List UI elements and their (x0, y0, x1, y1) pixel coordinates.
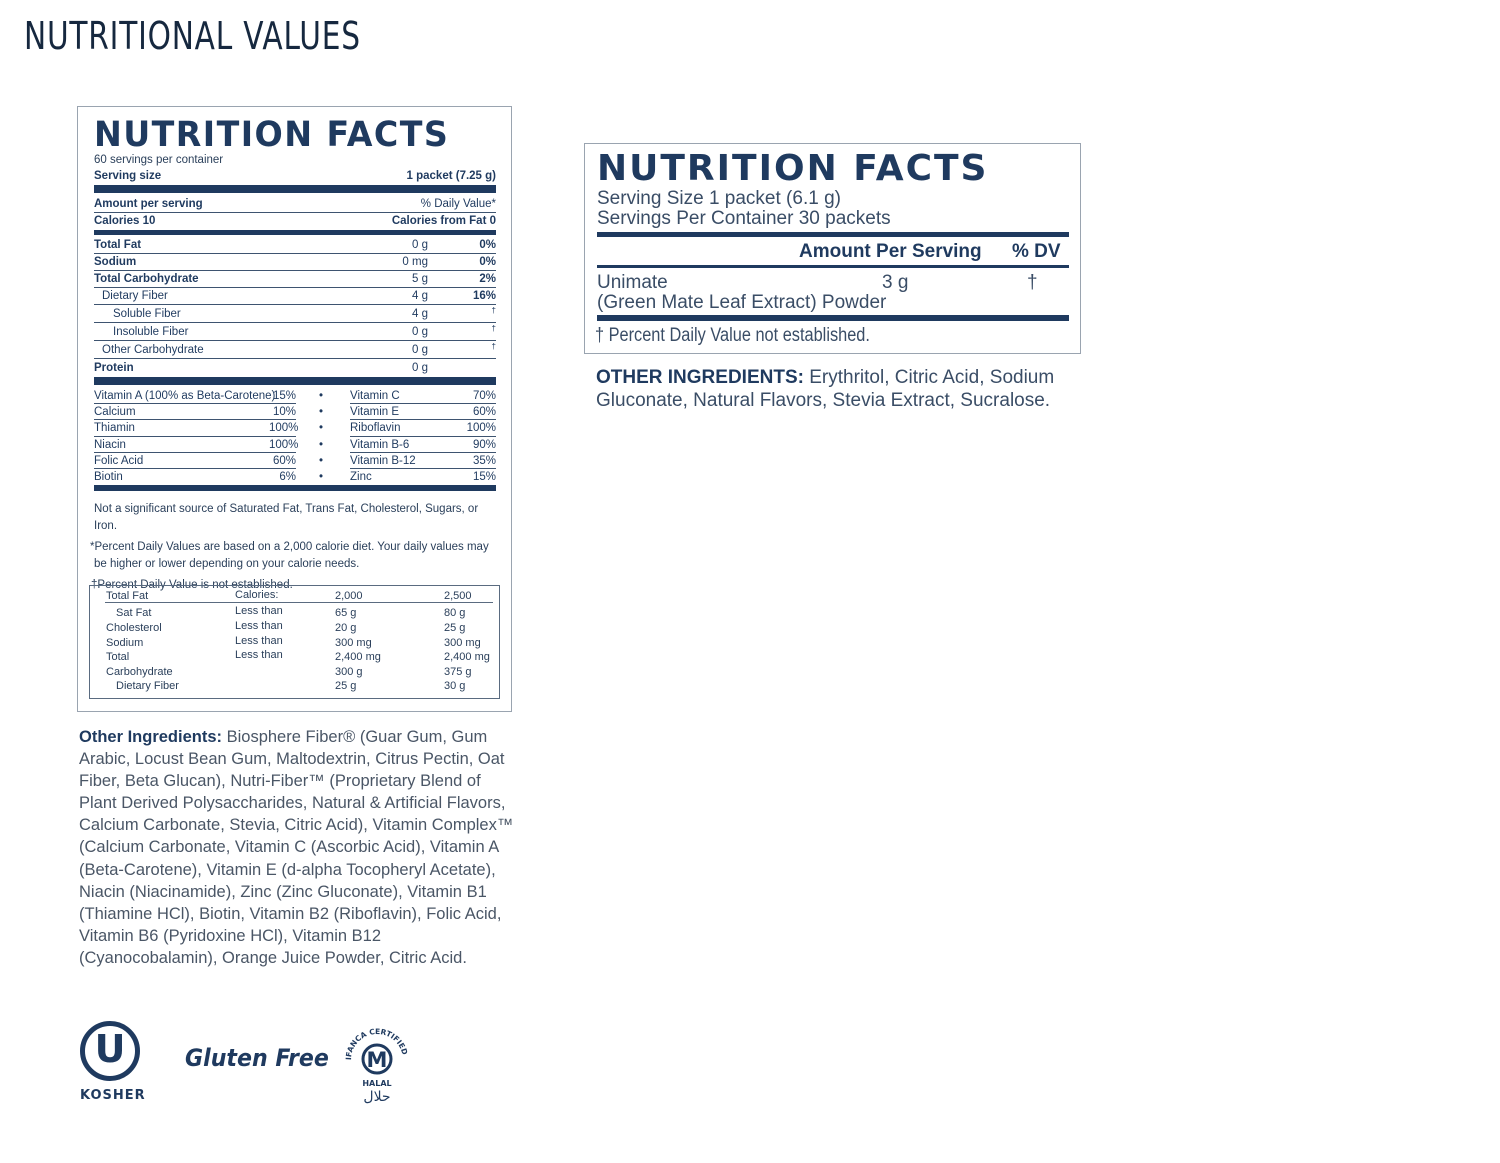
daily-value-reference-table (89, 585, 500, 699)
vitamin-dv: 90% (472, 438, 496, 451)
dv-table-cell: Sat Fat (116, 607, 152, 619)
divider-bar (597, 232, 1069, 237)
nutrient-name: Total Carbohydrate (94, 273, 199, 285)
vitamin-name: Niacin (94, 438, 126, 451)
serving-size: Serving Size 1 packet (6.1 g) (597, 188, 841, 209)
bullet-icon: • (319, 438, 324, 451)
kosher-label: KOSHER (80, 1088, 146, 1103)
dv-table-cell: 2,400 mg (444, 651, 490, 663)
divider-bar (94, 377, 496, 385)
calories-from-fat: Calories from Fat 0 (391, 215, 496, 227)
nutrient-name: Protein (94, 362, 134, 374)
nutrient-dv: 0% (479, 239, 496, 251)
serving-info (94, 153, 496, 235)
vitamin-name: Vitamin C (350, 390, 400, 402)
halal-label: HALAL (362, 1079, 392, 1088)
vitamin-dv: 70% (472, 390, 496, 402)
divider-bar (597, 315, 1069, 321)
footnote-not-significant: Not a significant source of Saturated Fat, Trans Fat, Cholesterol, Sugars, or Iron. (94, 503, 479, 532)
nutrient-row (94, 288, 496, 305)
footnotes (90, 501, 496, 594)
nutrient-amount: 4 g (412, 290, 428, 302)
vitamin-dv: 100% (269, 422, 299, 435)
nutrient-dv: 0% (479, 256, 496, 268)
bullet-icon: • (319, 454, 324, 467)
vitamin-row (94, 453, 496, 469)
vitamin-dv: 10% (272, 406, 296, 419)
servings-per-container: 60 servings per container (94, 154, 224, 166)
nutrient-dv: 2% (479, 273, 496, 285)
nutrient-amount: 4 g (412, 308, 428, 320)
nutrient-name: Dietary Fiber (102, 290, 168, 302)
calories: Calories 10 (94, 215, 156, 227)
dv-table-cell: 25 g (444, 622, 466, 634)
vitamin-name: Thiamin (94, 422, 135, 435)
vitamin-row (94, 437, 496, 453)
other-ingredients-label: OTHER INGREDIENTS: (596, 367, 804, 388)
nutrient-row (94, 359, 496, 377)
serving-size-label: Serving size (94, 170, 162, 182)
vitamin-name: Vitamin A (100% as Beta-Carotene) (94, 390, 276, 402)
calories-row (94, 213, 496, 230)
dv-table-cell: Total (106, 651, 130, 663)
amount-header-row (94, 196, 496, 213)
other-ingredients-text: Biosphere Fiber® (Guar Gum, Gum Arabic, Locust Bean Gum, Maltodextrin, Citrus Pectin, Oat Fiber, Beta Glucan), Nutri-Fiber™ (Proprietary Blend of Plant Derived Polysaccharides, Natural & Artificial Flavors, Calcium Carbonate, Stevia, Citric Acid), Vitamin Complex™ (Calcium Carbonate, Vitamin C (Ascorbic Acid), Vitamin A (Beta-Carotene), Vitamin E (d-alpha Tocopheryl Acetate), Niacin (Niacinamide), Zinc (Zinc Gluconate), Vitamin B1 (Thiamine HCl), Biotin, Vitamin B2 (Riboflavin), Folic Acid, Vitamin B6 (Pyridoxine HCl), Vitamin B12 (Cyanocobalamin), Orange Juice Powder, Citric Acid. (79, 728, 514, 967)
dv-table-cell: Carbohydrate (106, 666, 173, 678)
other-ingredients-right (596, 366, 1096, 412)
halal-seal-icon (345, 1026, 409, 1106)
halal-arabic-label: حلال (363, 1089, 391, 1105)
nutrient-row (94, 237, 496, 254)
dv-table-cell: 2,000 (335, 590, 363, 602)
bullet-icon: • (319, 406, 324, 419)
dv-table-cell: Dietary Fiber (116, 680, 179, 692)
divider-bar (94, 485, 496, 491)
nutrient-name: Insoluble Fiber (113, 326, 189, 338)
nutrient-row (94, 254, 496, 271)
vitamin-name: Vitamin B-6 (350, 438, 410, 451)
bullet-icon: • (319, 422, 324, 435)
other-ingredients-left (79, 726, 519, 969)
dv-table-cell: 80 g (444, 607, 466, 619)
serving-size-row (94, 168, 496, 185)
dv-table-cell: Total Fat (106, 590, 149, 602)
vitamin-name: Vitamin B-12 (350, 454, 416, 467)
nutrient-name: Soluble Fiber (113, 308, 181, 320)
vitamin-dv: 6% (279, 470, 296, 483)
nutrient-amount: 0 mg (402, 256, 428, 268)
nutrient-amount: 0 g (412, 239, 428, 251)
page-title: NUTRITIONAL VALUES (24, 14, 361, 58)
divider-line (597, 265, 1069, 268)
vitamin-name: Calcium (94, 406, 136, 419)
nutrient-name: Other Carbohydrate (102, 344, 204, 356)
dv-table-cell: 2,500 (444, 590, 472, 602)
nutrient-amount: 5 g (412, 273, 428, 285)
dagger-symbol: † (491, 324, 496, 333)
vitamin-name: Vitamin E (350, 406, 400, 419)
bullet-icon: • (319, 470, 324, 483)
dv-table-cell: 300 mg (335, 637, 372, 649)
item-amount: 3 g (882, 272, 909, 293)
dv-table-cell: 375 g (444, 666, 472, 678)
nutrition-facts-title: NUTRITION FACTS (597, 148, 989, 189)
kosher-u-symbol: U (94, 1027, 126, 1071)
vitamin-name: Folic Acid (94, 454, 144, 467)
dv-table-cell: Calories: (235, 589, 279, 601)
nutrient-dv: 16% (472, 290, 496, 302)
vitamin-dv: 15% (472, 470, 496, 483)
nutrient-amount: 0 g (412, 326, 428, 338)
halal-ring-text: FANCA CERTIFIED (345, 1026, 409, 1058)
vitamin-name: Zinc (350, 470, 372, 483)
dagger-symbol: † (491, 306, 496, 315)
amount-per-serving: Amount per serving (94, 198, 203, 210)
dv-table-cell: 65 g (335, 607, 357, 619)
divider-bar (94, 185, 496, 193)
dv-table-cell: 20 g (335, 622, 357, 634)
nutrition-facts-panel-right (584, 143, 1081, 354)
other-ingredients-text: Erythritol, Citric Acid, Sodium Gluconate, Natural Flavors, Stevia Extract, Sucralose. (596, 367, 1055, 411)
dv-table-cell: Cholesterol (106, 622, 162, 634)
nutrient-name: Total Fat (94, 239, 142, 251)
halal-m-symbol: M (366, 1048, 388, 1072)
nutrient-name: Sodium (94, 256, 137, 268)
serving-size-value: 1 packet (7.25 g) (406, 170, 496, 182)
item-name-detail: (Green Mate Leaf Extract) Powder (597, 292, 887, 313)
nutrient-row (94, 341, 496, 359)
vitamin-dv: 60% (272, 454, 296, 467)
dv-table-cell: 25 g (335, 680, 357, 692)
nutrient-amount: 0 g (412, 362, 428, 374)
nutrient-amount: 0 g (412, 344, 428, 356)
amount-per-serving: Amount Per Serving (799, 241, 982, 262)
divider-bar (94, 230, 496, 235)
vitamin-grid (94, 388, 496, 491)
dv-table-cell: Less than (235, 620, 283, 632)
nutrient-row (94, 271, 496, 288)
dv-table-cell: 2,400 mg (335, 651, 381, 663)
dv-table-cell: 30 g (444, 680, 466, 692)
vitamin-dv: 100% (466, 422, 496, 435)
vitamin-dv: 60% (472, 406, 496, 419)
dagger-symbol: † (491, 342, 496, 351)
footnote-daily-values-cont: be higher or lower depending on your calorie needs. (94, 558, 360, 570)
kosher-logo (79, 1020, 146, 1110)
dagger-symbol: † (1027, 272, 1038, 293)
vitamin-row (94, 388, 496, 404)
bullet-icon: • (319, 390, 324, 402)
dv-table-cell: 300 g (335, 666, 363, 678)
dv-table-cell: Less than (235, 649, 283, 661)
vitamin-name: Riboflavin (350, 422, 401, 435)
daily-value-header: % Daily Value* (420, 198, 496, 210)
other-ingredients-label: Other Ingredients: (79, 728, 223, 746)
item-name: Unimate (597, 272, 668, 293)
footnote-daily-values: *Percent Daily Values are based on a 2,000 calorie diet. Your daily values may (90, 541, 489, 553)
vitamin-name: Biotin (94, 470, 123, 483)
nutrition-facts-panel-left (77, 106, 512, 712)
nutrient-list (94, 237, 496, 385)
dv-table-cell: Less than (235, 605, 283, 617)
gluten-free-label: Gluten Free (185, 1044, 329, 1072)
halal-logo (345, 1026, 409, 1106)
vitamin-dv: 35% (472, 454, 496, 467)
footnote-dagger: †Percent Daily Value is not established. (91, 579, 293, 591)
dv-table-cell: Less than (235, 635, 283, 647)
dv-header: % DV (1012, 241, 1061, 262)
vitamin-row (94, 404, 496, 420)
dv-table-cell: Sodium (106, 637, 144, 649)
vitamin-row (94, 469, 496, 485)
vitamin-dv: 100% (269, 438, 299, 451)
nutrient-row (94, 323, 496, 341)
vitamin-dv: 15% (272, 390, 296, 402)
dv-table-cell: 300 mg (444, 637, 481, 649)
nutrient-row (94, 305, 496, 323)
vitamin-row (94, 420, 496, 436)
footnote-dagger: † Percent Daily Value not established. (595, 325, 870, 346)
servings-per-container: Servings Per Container 30 packets (597, 208, 891, 229)
nutrition-facts-title: NUTRITION FACTS (94, 115, 450, 155)
